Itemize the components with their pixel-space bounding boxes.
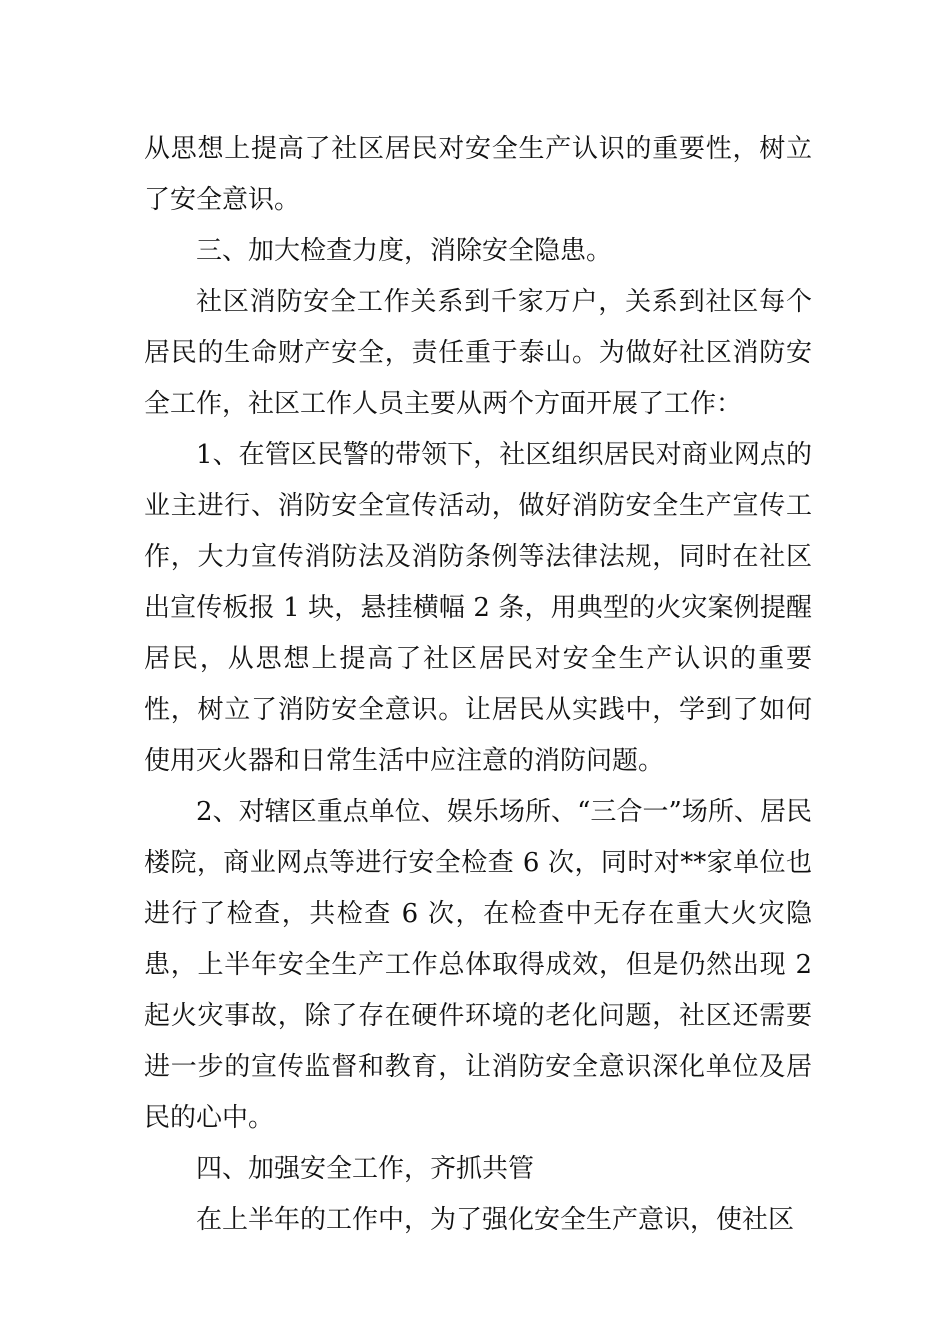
section-heading-4: 四、加强安全工作，齐抓共管 <box>196 1154 535 1184</box>
paragraph-1: 从思想上提高了社区居民对安全生产认识的重要性，树立了安全意识。 <box>144 134 812 215</box>
paragraph-3: 在上半年的工作中，为了强化安全生产意识，使社区 <box>196 1205 795 1235</box>
document-page <box>144 124 812 1246</box>
list-item-1: 1、在管区民警的带领下，社区组织居民对商业网点的业主进行、消防安全宣传活动，做好消防安全生产宣传工作，大力宣传消防法及消防条例等法律法规，同时在社区出宣传板报 1 块，悬挂横幅 2 条，用典型的火灾案例提醒居民，从思想上提高了社区居民对安全生产认识的重要性，树立了消防安全意识。让居民从实践中，学到了如何使用灭火器和日常生活中应注意的消防问题。 <box>144 440 812 776</box>
list-item-2: 2、对辖区重点单位、娱乐场所、“三合一”场所、居民楼院，商业网点等进行安全检查 6 次，同时对**家单位也进行了检查，共检查 6 次，在检查中无存在重大火灾隐患，上半年安全生产工作总体取得成效，但是仍然出现 2 起火灾事故，除了存在硬件环境的老化问题，社区还需要进一步的宣传监督和教育，让消防安全意识深化单位及居民的心中。 <box>144 797 812 1133</box>
section-heading-3: 三、加大检查力度，消除安全隐患。 <box>196 236 613 266</box>
paragraph-2: 社区消防安全工作关系到千家万户，关系到社区每个居民的生命财产安全，责任重于泰山。为做好社区消防安全工作，社区工作人员主要从两个方面开展了工作： <box>144 287 812 419</box>
